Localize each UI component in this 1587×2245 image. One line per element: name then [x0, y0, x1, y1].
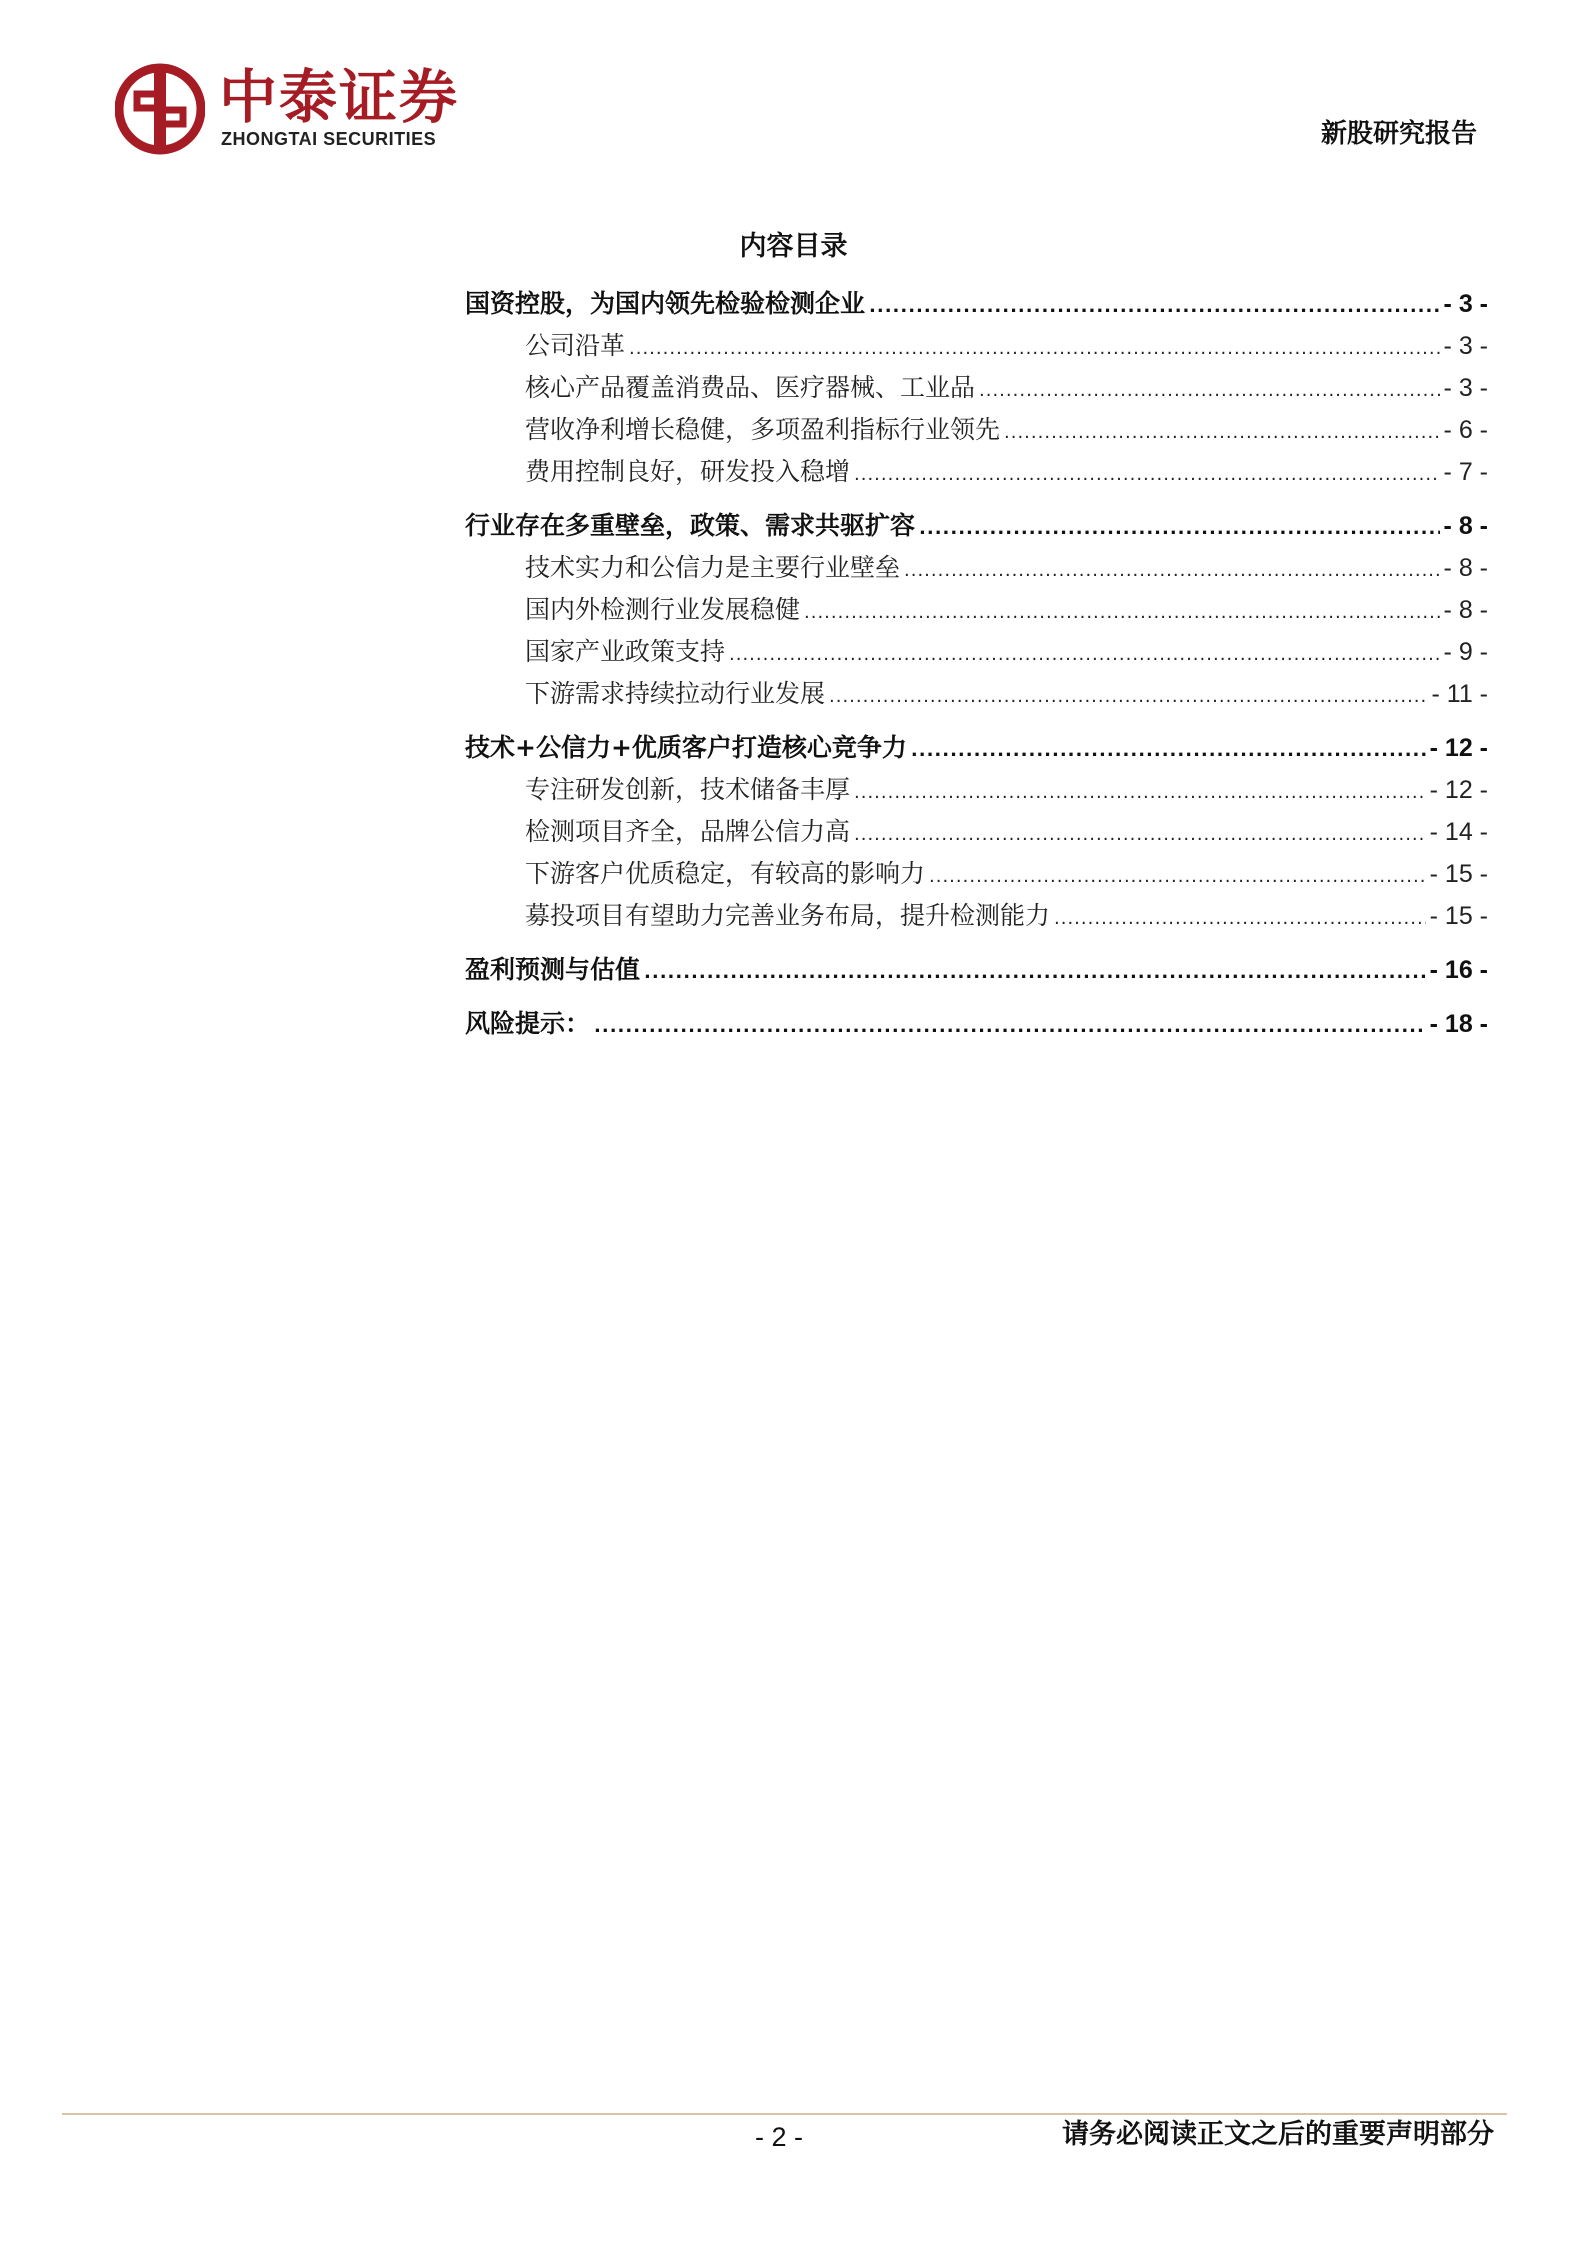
toc-entry-page: - 7 -	[1443, 458, 1488, 486]
toc-entry-label: 核心产品覆盖消费品、医疗器械、工业品	[525, 373, 976, 402]
toc-entry-label: 国内外检测行业发展稳健	[525, 595, 801, 624]
footer-divider	[62, 2113, 1507, 2115]
toc-entry-page: - 14 -	[1429, 818, 1488, 846]
toc-section[interactable]	[465, 1003, 1488, 1045]
toc-entry-page: - 8 -	[1443, 512, 1488, 540]
toc-entry-label: 募投项目有望助力完善业务布局，提升检测能力	[525, 901, 1051, 930]
toc-leader-dots	[979, 370, 1440, 412]
toc-subsection[interactable]	[465, 895, 1488, 937]
toc-subsection[interactable]	[465, 811, 1488, 853]
toc-leader-dots	[904, 550, 1440, 592]
toc-subsection[interactable]	[465, 367, 1488, 409]
toc-entry-label: 检测项目齐全，品牌公信力高	[525, 817, 851, 846]
toc-entry-label: 技术+公信力+优质客户打造核心竞争力	[465, 733, 907, 762]
toc-leader-dots	[854, 454, 1440, 496]
report-type: 新股研究报告	[1320, 119, 1477, 149]
toc-subsection[interactable]	[465, 769, 1488, 811]
toc-section[interactable]	[465, 283, 1488, 325]
toc-entry-label: 盈利预测与估值	[465, 955, 641, 984]
logo-chinese-name: 中泰证券	[219, 63, 460, 131]
zhongtai-logo-icon	[115, 62, 205, 156]
toc-entry-page: - 12 -	[1429, 776, 1488, 804]
toc-leader-dots	[729, 634, 1440, 676]
toc-entry-page: - 8 -	[1443, 596, 1488, 624]
company-logo	[115, 62, 475, 162]
toc-leader-dots	[829, 676, 1427, 718]
toc-leader-dots	[911, 730, 1426, 772]
toc-entry-page: - 8 -	[1443, 554, 1488, 582]
toc-leader-dots	[929, 856, 1426, 898]
toc-section[interactable]	[465, 949, 1488, 991]
logo-english-name: ZHONGTAI SECURITIES	[221, 129, 437, 149]
toc-leader-dots	[919, 508, 1440, 550]
toc-leader-dots	[854, 814, 1426, 856]
toc-entry-label: 公司沿革	[525, 331, 626, 360]
toc-entry-page: - 11 -	[1431, 680, 1488, 708]
toc-leader-dots	[1054, 898, 1426, 940]
toc-entry-label: 国家产业政策支持	[525, 637, 726, 666]
toc-leader-dots	[1004, 412, 1440, 454]
toc-subsection[interactable]	[465, 589, 1488, 631]
toc-entry-page: - 12 -	[1429, 734, 1488, 762]
toc-section[interactable]	[465, 727, 1488, 769]
toc-leader-dots	[644, 952, 1426, 994]
toc-entry-label: 国资控股，为国内领先检验检测企业	[465, 289, 866, 318]
toc-entry-label: 下游客户优质稳定，有较高的影响力	[525, 859, 926, 888]
toc-entry-page: - 9 -	[1443, 638, 1488, 666]
toc-entry-label: 行业存在多重壁垒，政策、需求共驱扩容	[465, 511, 916, 540]
toc-subsection[interactable]	[465, 673, 1488, 715]
toc-entry-label: 营收净利增长稳健，多项盈利指标行业领先	[525, 415, 1001, 444]
page-number: - 2 -	[755, 2122, 804, 2152]
toc-subsection[interactable]	[465, 631, 1488, 673]
toc-leader-dots	[869, 286, 1440, 328]
toc-entry-label: 费用控制良好，研发投入稳增	[525, 457, 851, 486]
toc-entry-page: - 15 -	[1429, 860, 1488, 888]
toc-subsection[interactable]	[465, 547, 1488, 589]
toc-entry-page: - 6 -	[1443, 416, 1488, 444]
toc-entry-page: - 16 -	[1429, 956, 1488, 984]
toc-leader-dots	[804, 592, 1440, 634]
toc-subsection[interactable]	[465, 325, 1488, 367]
toc-entry-page: - 3 -	[1443, 374, 1488, 402]
toc-entry-label: 专注研发创新，技术储备丰厚	[525, 775, 851, 804]
toc-subsection[interactable]	[465, 451, 1488, 493]
toc-leader-dots	[629, 328, 1440, 370]
toc-entry-label: 风险提示：	[465, 1009, 591, 1038]
toc-title: 内容目录	[739, 231, 848, 262]
toc-leader-dots	[594, 1006, 1426, 1048]
table-of-contents	[465, 283, 1488, 1045]
toc-entry-page: - 15 -	[1429, 902, 1488, 930]
toc-entry-page: - 3 -	[1443, 332, 1488, 360]
toc-section[interactable]	[465, 505, 1488, 547]
disclaimer-note: 请务必阅读正文之后的重要声明部分	[1062, 2119, 1494, 2150]
toc-entry-label: 下游需求持续拉动行业发展	[525, 679, 826, 708]
toc-subsection[interactable]	[465, 409, 1488, 451]
toc-entry-page: - 18 -	[1429, 1010, 1488, 1038]
toc-leader-dots	[854, 772, 1426, 814]
toc-subsection[interactable]	[465, 853, 1488, 895]
toc-entry-label: 技术实力和公信力是主要行业壁垒	[525, 553, 901, 582]
toc-entry-page: - 3 -	[1443, 290, 1488, 318]
